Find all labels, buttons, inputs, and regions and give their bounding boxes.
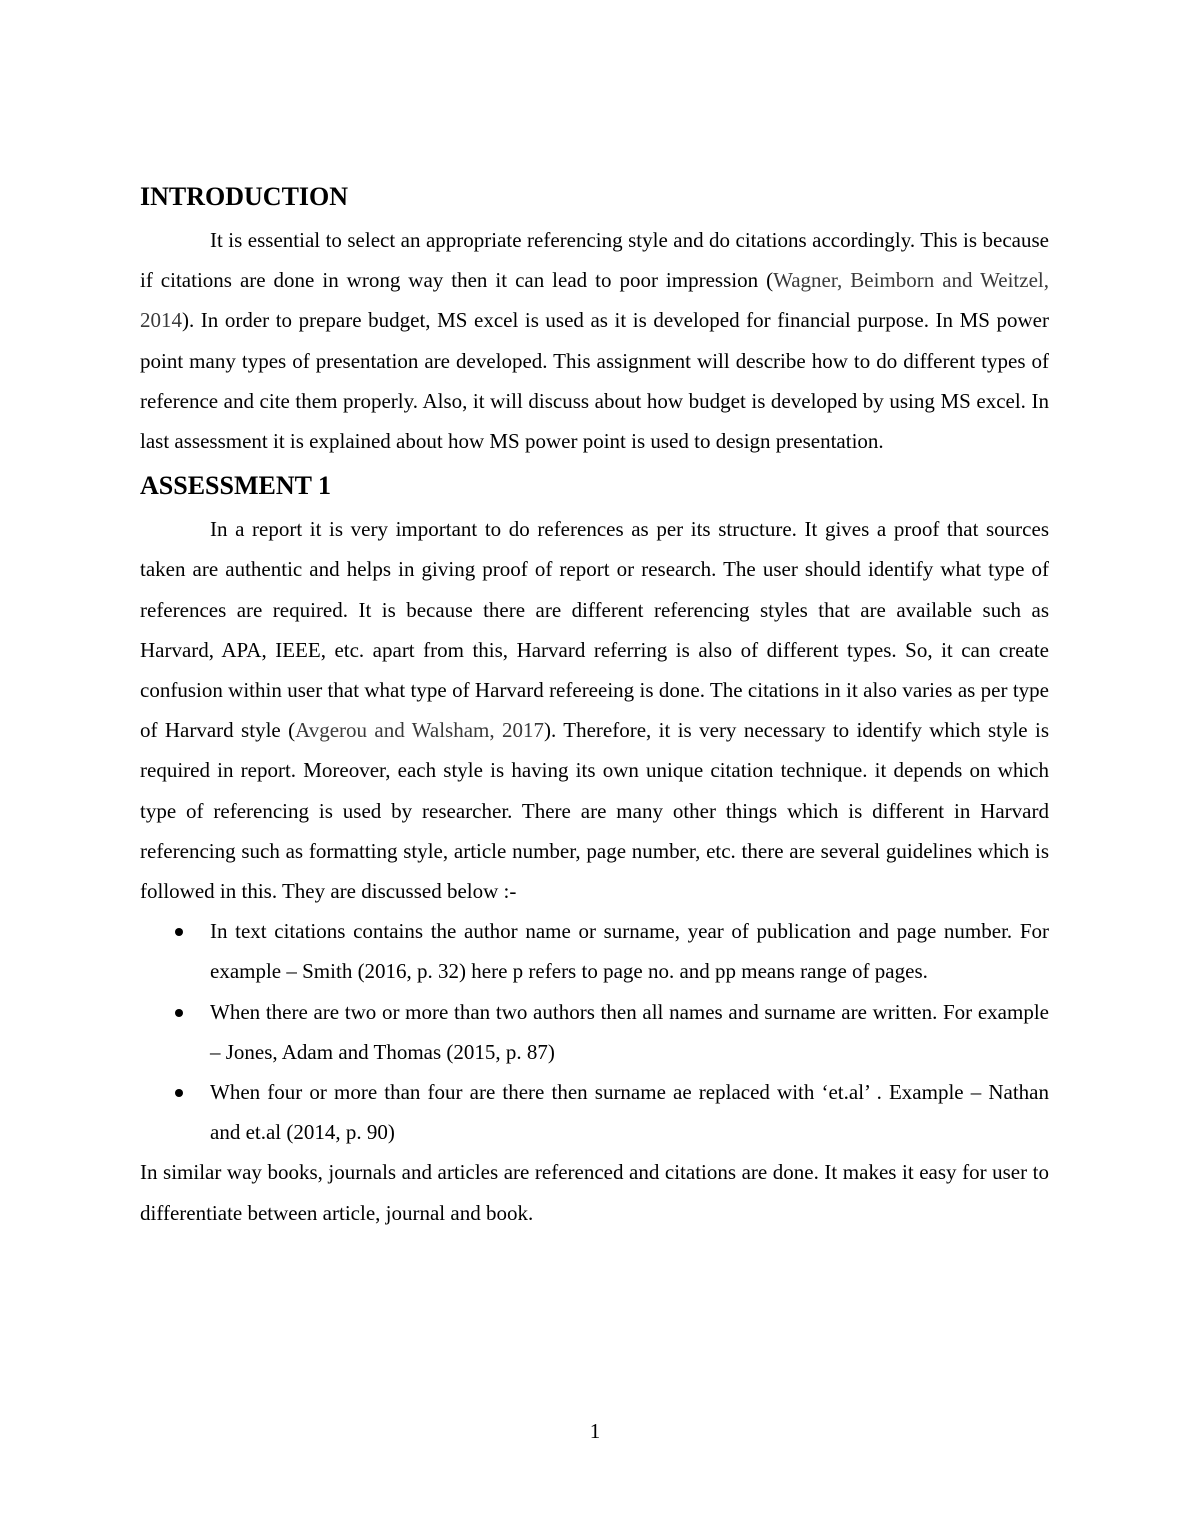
assessment-1-citation: Avgerou and Walsham, 2017 (295, 718, 545, 743)
bullet-icon (175, 1009, 183, 1017)
list-item-text: When four or more than four are there then surname ae replaced with ‘et.al’ . Example – Nathan and et.al (2014, p. 90) (210, 1080, 1049, 1145)
closing-paragraph: In similar way books, journals and articles are referenced and citations are done. It makes it easy for user to differentiate between article, journal and book. (140, 1160, 1049, 1225)
assessment-1-heading: ASSESSMENT 1 (140, 471, 331, 501)
bullet-icon (175, 928, 183, 936)
page-number: 1 (589, 1419, 601, 1443)
guidelines-list (140, 911, 1049, 1152)
list-item (140, 911, 1049, 991)
assessment-1-text-part-2: ). Therefore, it is very necessary to identify which style is required in report. Moreover, each style is having its own unique citation technique. it depends on which type of referencing is used by researcher. There are many other things which is different in Harvard referencing such as formatting style, article number, page number, etc. there are several guidelines which is followed in this. They are discussed below :- (140, 718, 1050, 904)
introduction-citation: Wagner, Beimborn and Weitzel, 2014 (140, 268, 1049, 333)
introduction-paragraph (140, 220, 1049, 461)
assessment-1-paragraph (140, 509, 1049, 911)
bullet-icon (175, 1089, 183, 1097)
list-item-text: When there are two or more than two authors then all names and surname are written. For example – Jones, Adam and Thomas (2015, p. 87) (210, 999, 1049, 1064)
list-item-text: In text citations contains the author name or surname, year of publication and page number. For example – Smith (2016, p. 32) here p refers to page no. and pp means range of pages. (210, 919, 1049, 984)
introduction-heading: INTRODUCTION (140, 182, 349, 211)
introduction-text-part-1: It is essential to select an appropriate referencing style and do citations accordingly. This is because if citations are done in wrong way then it can lead to poor impression ( (140, 228, 1049, 293)
list-item (140, 992, 1049, 1072)
list-item (140, 1072, 1049, 1152)
document-body (140, 180, 1049, 1233)
assessment-1-text-part-1: In a report it is very important to do references as per its structure. It gives a proof that sources taken are authentic and helps in giving proof of report or research. The user should identify what type of references are required. It is because there are different referencing styles that are available such as Harvard, APA, IEEE, etc. apart from this, Harvard referring is also of different types. So, it can create confusion within user that what type of Harvard refereeing is done. The citations in it also varies as per type of Harvard style ( (140, 517, 1049, 743)
introduction-text-part-2: ). In order to prepare budget, MS excel is used as it is developed for financial purpose. In MS power point many types of presentation are developed. This assignment will describe how to do different types of reference and cite them properly. Also, it will discuss about how budget is developed by using MS excel. In last assessment it is explained about how MS power point is used to design presentation. (140, 308, 1049, 454)
